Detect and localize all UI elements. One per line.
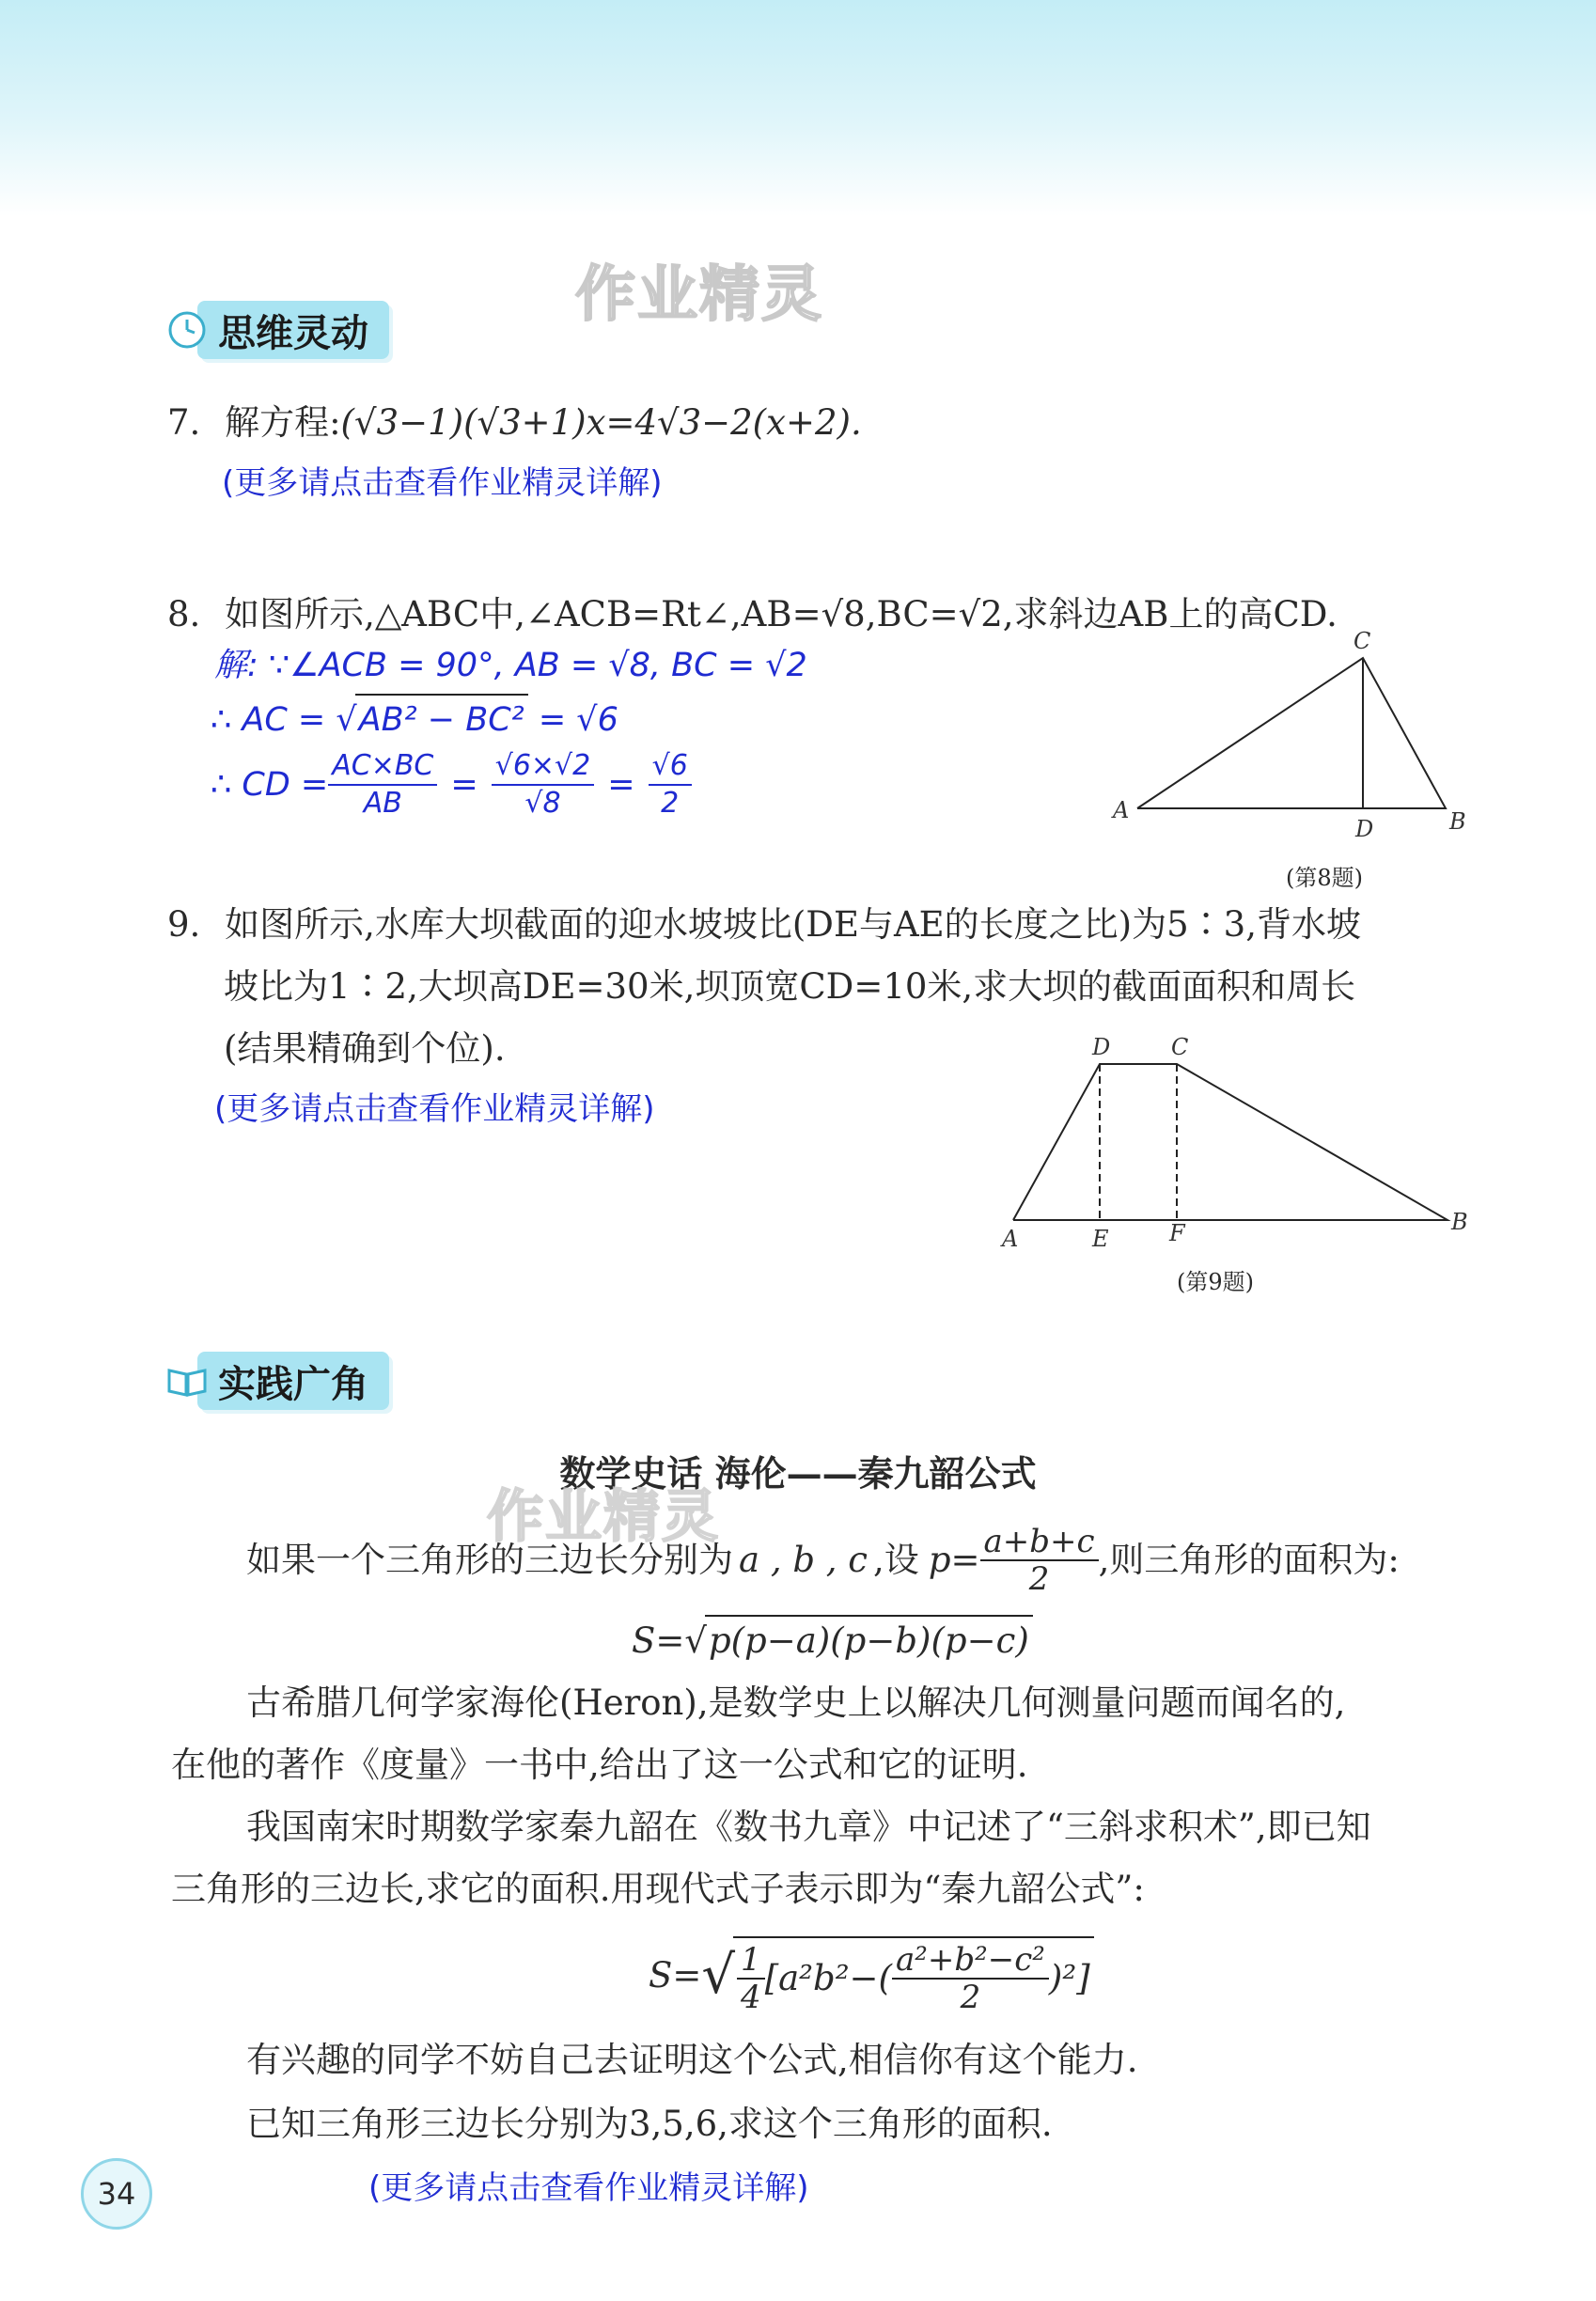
solution-text: = √6 [527,701,618,739]
label-d: D [1355,816,1374,842]
label-a: A [1113,797,1130,823]
label-c: C [1171,1034,1189,1060]
fraction: $\frac{AC\times BC}{AB}$ [328,748,437,822]
figure-8-triangle [1109,620,1485,846]
top-decorative-band [0,0,1596,216]
fraction: $\frac{√6\times√2}{√8}$ [492,748,595,822]
question-prefix: 解方程: [225,402,341,443]
figure-9-caption: (第9题) [1177,1269,1254,1295]
section-title: 实践广角 [197,1352,389,1410]
reading-paragraph-1: 如果一个三角形的三边长分别为 a , b , c ,设 p= $\frac{a+b+c}{2}$ ,则三角形的面积为: [246,1523,1400,1598]
question-7 [167,399,862,447]
label-c: C [1353,628,1371,654]
qin-jiushao-formula: S= √ $\frac{1}{4}$ [a²b²−( $\frac{\text{a²+b²−c²}}{2}$ )²] [649,1931,1094,2021]
solution-link[interactable]: (更多请点击查看作业精灵详解) [222,464,663,502]
reading-paragraph-2-line-1: 古希腊几何学家海伦(Heron),是数学史上以解决几何测量问题而闻名的, [246,1683,1346,1723]
reading-paragraph-3-line-1: 我国南宋时期数学家秦九韶在《数书九章》中记述了“三斜求积术”,即已知 [246,1807,1371,1847]
question-9-line-3: (结果精确到个位). [224,1028,506,1069]
question-number: 9. [167,904,201,945]
reading-paragraph-2-line-2: 在他的著作《度量》一书中,给出了这一公式和它的证明. [171,1745,1028,1785]
label-b: B [1451,1209,1468,1235]
label-b: B [1449,808,1466,835]
question-text: 如图所示,水库大坝截面的迎水坡坡比(DE与AE的长度之比)为5∶3,背水坡 [225,904,1361,945]
watermark-logo: 作业精灵 [575,260,823,330]
label-a: A [1002,1226,1019,1252]
question-number: 8. [167,594,201,634]
clock-icon [165,308,209,352]
label-d: D [1092,1034,1111,1060]
solution-line-1: 解: ∵∠ACB = 90°, AB = √8, BC = √2 [214,647,807,684]
section-header-practice [165,1350,389,1412]
section-header-thinking [165,299,389,361]
figure-8-caption: (第8题) [1286,865,1363,891]
solution-line-2: ∴ AC = √AB² − BC² = √6 [211,694,618,744]
question-9-line-2: 坡比为1∶2,大坝高DE=30米,坝顶宽CD=10米,求大坝的截面面积和周长 [224,966,1356,1007]
reading-paragraph-3-line-2: 三角形的三边长,求它的面积.用现代式子表示即为“秦九韶公式”: [171,1869,1145,1909]
page-number: 34 [81,2158,152,2230]
reading-paragraph-5: 已知三角形三边长分别为3,5,6,求这个三角形的面积. [246,2104,1053,2144]
label-f: F [1169,1220,1185,1246]
watermark-logo: 作业精灵 [487,1484,720,1550]
label-e: E [1092,1226,1109,1252]
question-number: 7. [167,402,201,443]
figure-9-trapezoid [987,1025,1485,1260]
question-equation: (√3−1)(√3+1)x=4√3−2(x+2). [340,402,862,443]
fraction: $\frac{a+b+c}{2}$ [980,1524,1099,1597]
reading-paragraph-4: 有兴趣的同学不妨自己去证明这个公式,相信你有这个能力. [246,2040,1138,2080]
section-title: 思维灵动 [197,301,389,359]
fraction: $\frac{1}{4}$ [737,1942,765,2015]
solution-text: ∴ CD = [211,766,329,804]
question-9-line-1 [167,900,1361,949]
solution-link[interactable]: (更多请点击查看作业精灵详解) [368,2169,809,2207]
solution-link[interactable]: (更多请点击查看作业精灵详解) [214,1090,655,1128]
solution-line-3: ∴ CD = $\frac{AC\times BC}{AB}$ = $\frac{√6\times√2}{√8}$ = $\frac{√6}{2}$ [211,743,692,827]
solution-text: ∴ AC = [211,701,336,739]
heron-formula: S=√p(p−a)(p−b)(p−c) [632,1615,1033,1666]
reading-title: 数学史话 海伦——秦九韶公式 [559,1452,1037,1495]
radicand: AB² − BC² [355,694,528,744]
book-icon [165,1359,209,1402]
question-text: 如图所示,△ABC中,∠ACB=Rt∠,AB=√8,BC=√2,求斜边AB上的高CD. [225,594,1338,634]
fraction: $\frac{√6}{2}$ [649,748,692,822]
fraction: $\frac{\text{a²+b²−c²}}{2}$ [892,1942,1049,2015]
